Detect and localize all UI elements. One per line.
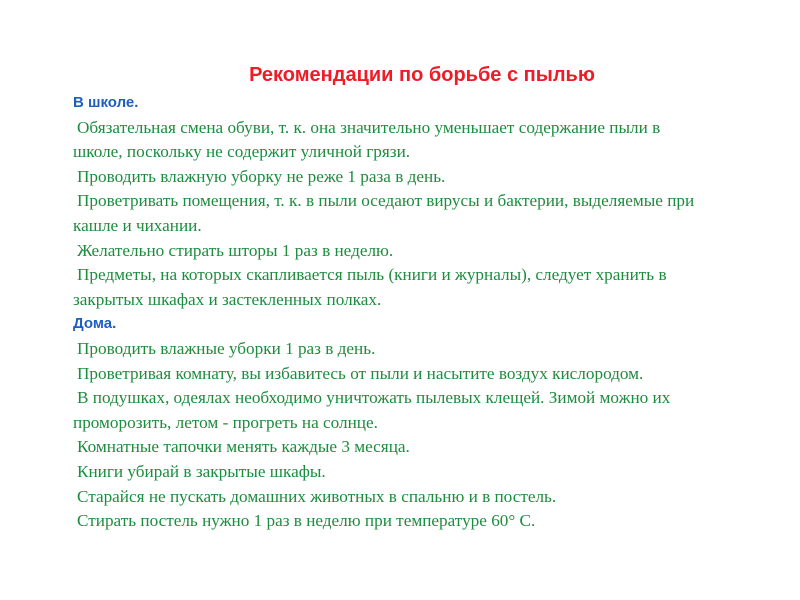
list-item: Старайся не пускать домашних животных в спальню и в постель. <box>77 486 557 506</box>
list-item: Проветривая комнату, вы избавитесь от пыли и насытите воздух кислородом. <box>77 363 644 383</box>
list-item: Книги убирай в закрытые шкафы. <box>77 461 326 481</box>
section-heading-school: В школе. <box>73 94 139 111</box>
page-title: Рекомендации по борьбе с пылью <box>249 64 595 86</box>
list-item: В подушках, одеялах необходимо уничтожать пылевых клещей. Зимой можно их проморозить, летом - прогреть на солнце. <box>73 388 671 432</box>
list-item: Предметы, на которых скапливается пыль (книги и журналы), следует хранить в закрытых шкафах и застекленных полках. <box>73 265 667 309</box>
list-item: Проветривать помещения, т. к. в пыли оседают вирусы и бактерии, выделяемые при кашле и чихании. <box>73 191 695 235</box>
list-item: Обязательная смена обуви, т. к. она значительно уменьшает содержание пыли в школе, поскольку не содержит уличной грязи. <box>73 117 661 162</box>
recommendations-body <box>73 91 713 534</box>
section-school <box>73 91 713 312</box>
list-item: Стирать постель нужно 1 раз в неделю при температуре 60° С. <box>77 511 536 531</box>
section-home <box>73 312 713 533</box>
section-heading-home: Дома. <box>73 315 117 333</box>
list-item: Желательно стирать шторы 1 раз в неделю. <box>77 240 394 260</box>
list-item: Комнатные тапочки менять каждые 3 месяца. <box>77 437 410 457</box>
list-item: Проводить влажные уборки 1 раз в день. <box>77 338 376 358</box>
list-item: Проводить влажную уборку не реже 1 раза в день. <box>77 166 446 186</box>
